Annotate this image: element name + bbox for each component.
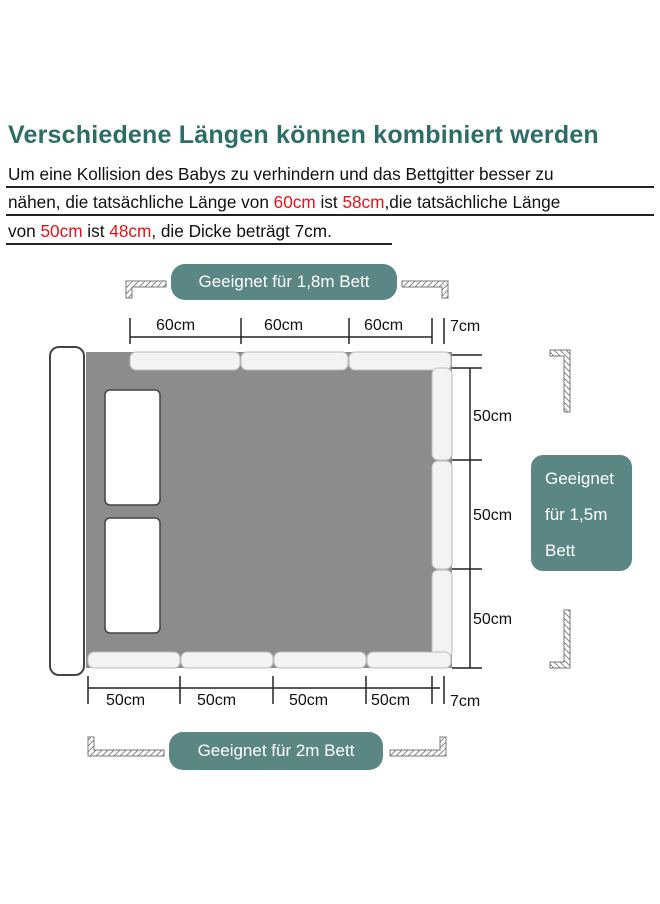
dim-top-2: 60cm: [264, 317, 304, 334]
dim-bottom-4: 50cm: [371, 692, 411, 709]
pillow-2: [105, 518, 160, 633]
bottom-left-bracket: [88, 737, 164, 756]
dim-bottom-1: 50cm: [106, 692, 146, 709]
dim-bottom-2: 50cm: [197, 692, 237, 709]
top-left-bracket: [126, 281, 166, 298]
dim-top-1: 60cm: [156, 317, 196, 334]
dim-top-thickness: 7cm: [450, 318, 481, 335]
highlight-60cm: 60cm: [273, 192, 316, 212]
bumper-top-1: [130, 352, 240, 370]
dim-right-1: 50cm: [473, 408, 513, 425]
bumper-right-3: [432, 570, 452, 658]
highlight-50cm: 50cm: [40, 221, 83, 241]
bumper-bottom-3: [274, 652, 366, 668]
dim-bottom-3: 50cm: [289, 692, 329, 709]
dim-right-2: 50cm: [473, 507, 513, 524]
description-line-2: nähen, die tatsächliche Länge von 60cm ist 58cm,die tatsächliche Länge: [8, 192, 561, 212]
bumper-bottom-2: [181, 652, 273, 668]
top-bed-label: Geeignet für 1,8m Bett: [171, 264, 397, 300]
headboard: [50, 347, 84, 675]
bottom-right-bracket: [390, 737, 446, 756]
dim-bottom-thickness: 7cm: [450, 693, 481, 710]
page-title: Verschiedene Längen können kombiniert werden: [8, 121, 599, 149]
description-line-1: Um eine Kollision des Babys zu verhindern und das Bettgitter besser zu: [8, 164, 554, 184]
bumper-bottom-4: [367, 652, 451, 668]
highlight-48cm: 48cm: [109, 221, 152, 241]
right-bottom-bracket: [550, 610, 570, 668]
dim-top-3: 60cm: [364, 317, 404, 334]
bottom-bed-label: Geeignet für 2m Bett: [169, 732, 383, 770]
bumper-bottom-1: [88, 652, 180, 668]
bumper-top-2: [241, 352, 348, 370]
bumper-right-1: [432, 368, 452, 460]
bumper-right-2: [432, 461, 452, 569]
dim-right-3: 50cm: [473, 611, 513, 628]
highlight-58cm: 58cm: [342, 192, 385, 212]
bumper-top-3: [349, 352, 451, 370]
description-line-3: von 50cm ist 48cm, die Dicke beträgt 7cm.: [8, 221, 332, 241]
pillow-1: [105, 390, 160, 505]
right-bed-label: Geeignet für 1,5m Bett: [531, 455, 632, 571]
top-right-bracket: [402, 281, 448, 298]
right-top-bracket: [550, 350, 570, 412]
